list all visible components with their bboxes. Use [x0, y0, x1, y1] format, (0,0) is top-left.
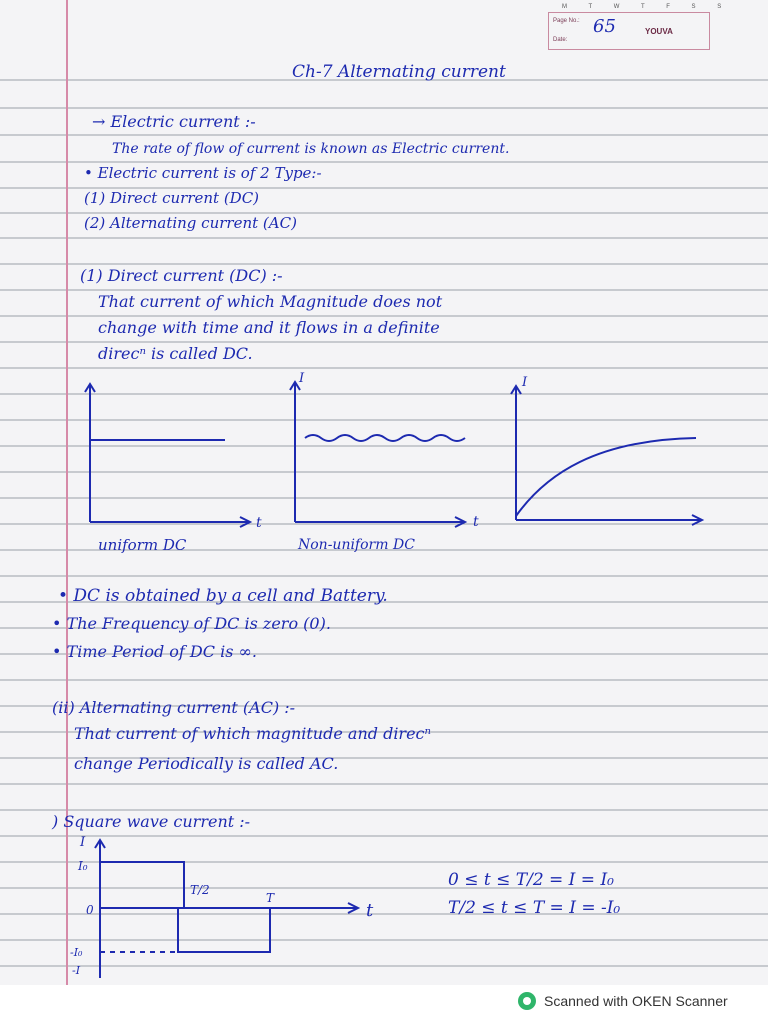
period-label: T [266, 891, 275, 905]
i-axis-label: I [299, 371, 305, 386]
dc-fact-2: • The Frequency of DC is zero (0). [52, 614, 331, 633]
date-label: Date: [553, 37, 568, 43]
rising-dc-graph [506, 374, 716, 534]
positive-half-cycle [100, 862, 184, 908]
equation-positive-half: 0 ≤ t ≤ T/2 = I = I₀ [448, 870, 614, 890]
zero-label: 0 [86, 903, 94, 917]
types-line: • Electric current is of 2 Type:- [84, 164, 322, 182]
t-axis-label: t [473, 514, 479, 530]
uniform-dc-graph [80, 374, 270, 534]
dc-def-2: change with time and it flows in a definite [98, 318, 440, 337]
type-ac: (2) Alternating current (AC) [84, 214, 297, 232]
negative-half-cycle [178, 908, 270, 952]
neg-i-label: -I [72, 964, 81, 977]
heading-ac: (ii) Alternating current (AC) :- [52, 698, 296, 717]
non-uniform-dc-caption: Non-uniform DC [298, 537, 415, 553]
rising-curve [516, 438, 696, 516]
uniform-dc-caption: uniform DC [98, 536, 187, 554]
dc-fact-1: • DC is obtained by a cell and Battery. [58, 586, 388, 606]
t-axis-label: t [256, 515, 262, 531]
definition-line: The rate of flow of current is known as Electric current. [112, 141, 510, 157]
dc-def-1: That current of which Magnitude does not [98, 292, 443, 311]
page-header-box [548, 12, 710, 50]
wavy-dc-line [305, 435, 465, 441]
neg-i0-label: -I₀ [70, 946, 83, 959]
half-period-label: T/2 [190, 883, 210, 897]
ac-def-1: That current of which magnitude and direcⁿ [74, 724, 431, 743]
i-axis-label: I [80, 835, 86, 850]
heading-square-wave: ) Square wave current :- [52, 812, 251, 831]
page-no-label: Page No.: [553, 18, 580, 24]
dc-def-3: direcⁿ is called DC. [98, 344, 253, 363]
heading-electric-current: → Electric current :- [92, 112, 256, 131]
equation-negative-half: T/2 ≤ t ≤ T = I = -I₀ [448, 898, 621, 918]
non-uniform-dc-graph [285, 370, 495, 534]
oken-scanner-logo-icon [518, 992, 536, 1010]
scanner-watermark [518, 990, 728, 1012]
page-title: Ch-7 Alternating current [292, 62, 506, 82]
heading-dc: (1) Direct current (DC) :- [80, 266, 283, 285]
i0-label: I₀ [78, 859, 88, 873]
weekday-strip: M T W T F S S [562, 4, 732, 10]
square-wave-graph [66, 832, 386, 982]
scanner-label: Scanned with OKEN Scanner [544, 993, 728, 1009]
t-axis-label: t [366, 900, 374, 921]
i-axis-label: I [522, 375, 528, 390]
brand-logo: YOUVA [645, 27, 673, 36]
page-number: 65 [593, 16, 616, 37]
dc-fact-3: • Time Period of DC is ∞. [52, 642, 257, 661]
ac-def-2: change Periodically is called AC. [74, 754, 339, 773]
type-dc: (1) Direct current (DC) [84, 189, 260, 207]
